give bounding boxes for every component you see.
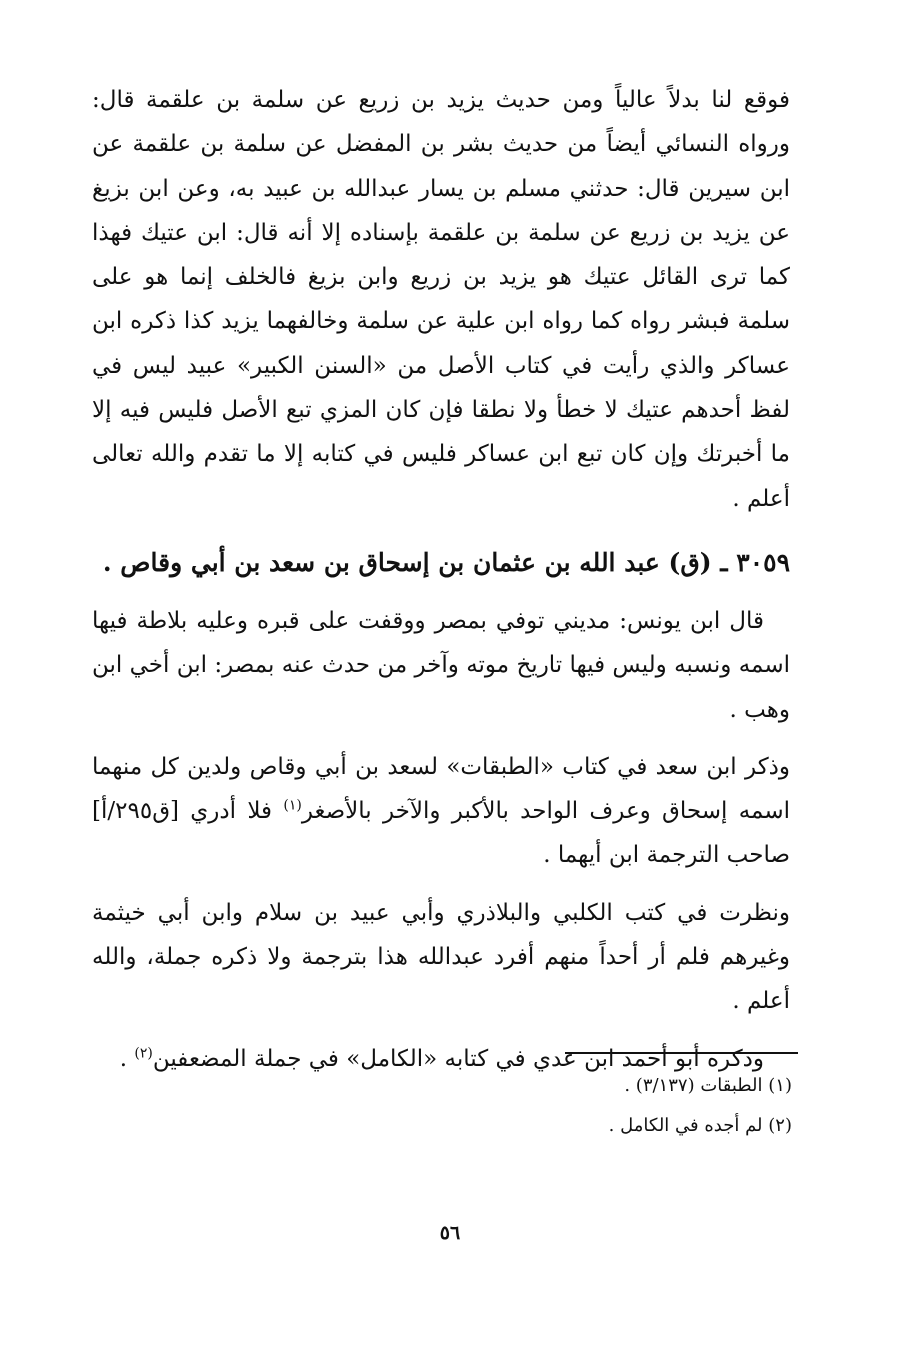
paragraph-2: قال ابن يونس: مديني توفي بمصر ووقفت على قبره وعليه بلاطة فيها اسمه ونسبه وليس فيها تاريخ موته وآخر من حدث عنه بمصر: ابن أخي ابن وهب . (92, 607, 790, 723)
paragraph-4: ونظرت في كتب الكلبي والبلاذري وأبي عبيد بن سلام وابن أبي خيثمة وغيرهم فلم أر أحداً منهم أفرد عبدالله هذا بترجمة ولا ذكره جملة، والله أعلم . (92, 899, 790, 1015)
entry-heading: ٣٠٥٩ ـ (ق) عبد الله بن عثمان بن إسحاق بن سعد بن أبي وقاص . (102, 547, 790, 577)
footnote-1: (١) الطبقات (٣/١٣٧) . (624, 1075, 792, 1096)
page-number: ٥٦ (439, 1222, 461, 1244)
paragraph-3 (92, 745, 790, 878)
paragraph-5-text-end: . (119, 1045, 135, 1072)
paragraph-3-text-continued: فلا أدري [ق٢٩٥/أ] صاحب الترجمة ابن أيهما . (92, 798, 790, 869)
paragraph-5-text: وذكره أبو أحمد ابن عدي في كتابه «الكامل» في جملة المضعفين (152, 1045, 764, 1072)
paragraph-3-text: وذكر ابن سعد في كتاب «الطبقات» لسعد بن أبي وقاص ولدين كل منهما اسمه إسحاق وعرف الواحد بالأكبر والآخر بالأصغر (92, 753, 790, 825)
footnote-divider (565, 1052, 798, 1054)
footnote-ref-2[interactable]: (٢) (134, 1044, 153, 1061)
footnote-ref-1[interactable]: (١) (283, 797, 302, 814)
page-body (92, 78, 790, 1081)
footnotes (400, 1066, 792, 1146)
footnote-2: (٢) لم أجده في الكامل . (608, 1115, 792, 1136)
paragraph-1: فوقع لنا بدلاً عالياً ومن حديث يزيد بن زريع عن سلمة بن علقمة قال: ورواه النسائي أيضاً من حديث بشر بن المفضل عن سلمة بن علقمة عن ابن سيرين قال: حدثني مسلم بن يسار عبدالله بن عبيد به، وعن ابن بزيغ عن يزيد بن زريع عن سلمة بن علقمة بإسناده إلا أنه قال: ابن عتيك فهذا كما ترى القائل عتيك هو يزيد بن زريع وابن بزيغ فالخلف إنما هو على سلمة فبشر رواه كما رواه ابن علية عن سلمة وخالفهما يزيد كذا ذكره ابن عساكر والذي رأيت في كتاب الأصل من «السنن الكبير» عبيد ليس في لفظ أحدهم عتيك لا خطأ ولا نطقا فإن كان المزي تبع الأصل فليس فيه إلا ما أخبرتك وإن كان تبع ابن عساكر فليس في كتابه إلا ما تقدم والله تعالى أعلم . (92, 87, 790, 512)
